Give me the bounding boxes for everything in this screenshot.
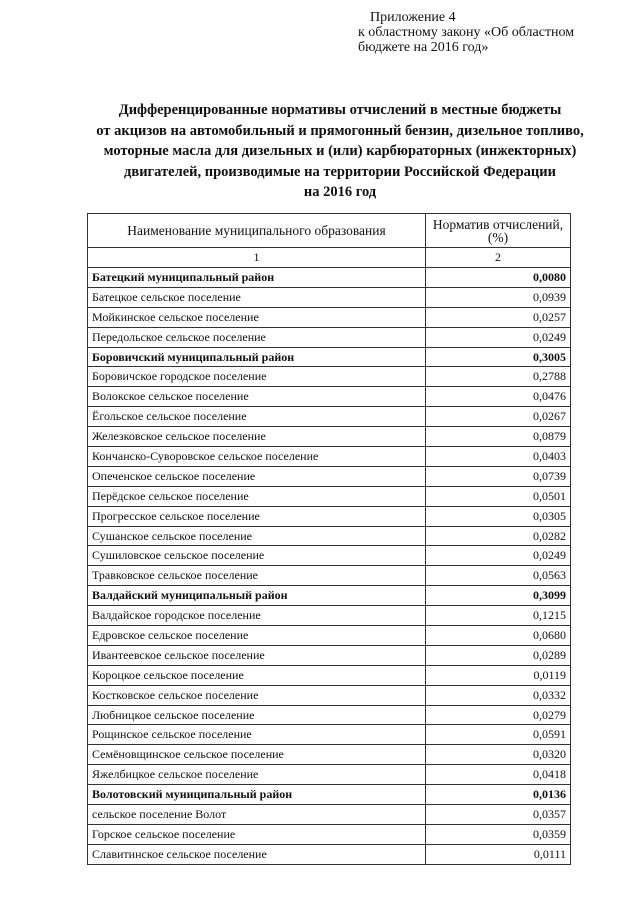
table-row: [88, 745, 571, 765]
norm-value: 0,2788: [426, 367, 571, 387]
table-row: [88, 824, 571, 844]
title-line: моторные масла для дизельных и (или) карбюраторных (инжекторных): [103, 143, 577, 159]
norm-value: 0,0332: [426, 685, 571, 705]
norm-value: 0,0111: [426, 844, 571, 864]
header-norm: Норматив отчислений, (%): [426, 214, 571, 248]
municipality-name: Мойкинское сельское поселение: [88, 307, 426, 327]
appendix-line: Приложение 4: [370, 10, 456, 25]
table-row: [88, 626, 571, 646]
table-row: [88, 546, 571, 566]
municipality-name: Рощинское сельское поселение: [88, 725, 426, 745]
norm-value: 0,0257: [426, 307, 571, 327]
norm-value: 0,0080: [426, 268, 571, 288]
table-row: [88, 805, 571, 825]
municipality-name: сельское поселение Волот: [88, 805, 426, 825]
municipality-name: Славитинское сельское поселение: [88, 844, 426, 864]
table-row: [88, 327, 571, 347]
table-row: [88, 307, 571, 327]
column-number: 2: [426, 248, 571, 268]
column-number-row: [88, 248, 571, 268]
municipality-name: Перёдское сельское поселение: [88, 486, 426, 506]
norm-value: 0,0320: [426, 745, 571, 765]
district-row: [88, 785, 571, 805]
norm-value: 0,0249: [426, 327, 571, 347]
header-name: Наименование муниципального образования: [88, 214, 426, 248]
table-row: [88, 387, 571, 407]
norm-value: 0,0739: [426, 466, 571, 486]
norm-value: 0,0501: [426, 486, 571, 506]
municipality-name: Яжелбицкое сельское поселение: [88, 765, 426, 785]
municipality-name: Волотовский муниципальный район: [88, 785, 426, 805]
municipality-name: Боровичский муниципальный район: [88, 347, 426, 367]
norm-value: 0,0563: [426, 566, 571, 586]
norm-value: 0,3099: [426, 586, 571, 606]
norm-value: 0,0282: [426, 526, 571, 546]
norm-value: 0,0939: [426, 287, 571, 307]
title-line: двигателей, производимые на территории Российской Федерации: [124, 163, 556, 180]
municipality-name: Любницкое сельское поселение: [88, 705, 426, 725]
district-row: [88, 586, 571, 606]
municipality-name: Передольское сельское поселение: [88, 327, 426, 347]
table-row: [88, 606, 571, 626]
table-header-row: [88, 214, 571, 248]
document-title: [60, 100, 620, 203]
municipality-name: Прогресское сельское поселение: [88, 506, 426, 526]
municipality-name: Сушанское сельское поселение: [88, 526, 426, 546]
district-row: [88, 347, 571, 367]
municipality-name: Кончанско-Суворовское сельское поселение: [88, 447, 426, 467]
table-row: [88, 367, 571, 387]
table-row: [88, 486, 571, 506]
table-row: [88, 705, 571, 725]
table-row: [88, 466, 571, 486]
table-row: [88, 844, 571, 864]
norm-value: 0,0879: [426, 427, 571, 447]
municipality-name: Опеченское сельское поселение: [88, 466, 426, 486]
norm-value: 0,0305: [426, 506, 571, 526]
norms-table: [87, 213, 571, 865]
table-row: [88, 447, 571, 467]
table-row: [88, 506, 571, 526]
norm-value: 0,0136: [426, 785, 571, 805]
municipality-name: Валдайский муниципальный район: [88, 586, 426, 606]
norm-value: 0,0359: [426, 824, 571, 844]
column-number: 1: [88, 248, 426, 268]
municipality-name: Батецкое сельское поселение: [88, 287, 426, 307]
municipality-name: Железковское сельское поселение: [88, 427, 426, 447]
municipality-name: Валдайское городское поселение: [88, 606, 426, 626]
norm-value: 0,0267: [426, 407, 571, 427]
table-row: [88, 665, 571, 685]
municipality-name: Ёгольское сельское поселение: [88, 407, 426, 427]
municipality-name: Волокское сельское поселение: [88, 387, 426, 407]
norm-value: 0,3005: [426, 347, 571, 367]
norm-value: 0,0476: [426, 387, 571, 407]
table-row: [88, 685, 571, 705]
municipality-name: Костковское сельское поселение: [88, 685, 426, 705]
municipality-name: Горское сельское поселение: [88, 824, 426, 844]
norm-value: 0,0357: [426, 805, 571, 825]
norm-value: 0,0680: [426, 626, 571, 646]
norm-value: 0,0119: [426, 665, 571, 685]
norm-value: 0,0279: [426, 705, 571, 725]
district-row: [88, 268, 571, 288]
table-row: [88, 566, 571, 586]
appendix-note: [358, 10, 574, 55]
municipality-name: Боровичское городское поселение: [88, 367, 426, 387]
municipality-name: Травковское сельское поселение: [88, 566, 426, 586]
table-row: [88, 526, 571, 546]
appendix-line: к областному закону «Об областном: [358, 25, 575, 40]
table-row: [88, 645, 571, 665]
municipality-name: Едровское сельское поселение: [88, 626, 426, 646]
municipality-name: Короцкое сельское поселение: [88, 665, 426, 685]
title-line: на 2016 год: [303, 184, 377, 200]
municipality-name: Батецкий муниципальный район: [88, 268, 426, 288]
norm-value: 0,0249: [426, 546, 571, 566]
norm-value: 0,0403: [426, 447, 571, 467]
table-row: [88, 427, 571, 447]
municipality-name: Сушиловское сельское поселение: [88, 546, 426, 566]
table-row: [88, 407, 571, 427]
norm-value: 0,0418: [426, 765, 571, 785]
municipality-name: Семёновщинское сельское поселение: [88, 745, 426, 765]
municipality-name: Ивантеевское сельское поселение: [88, 645, 426, 665]
title-line: Дифференцированные нормативы отчислений в местные бюджеты: [118, 102, 562, 118]
norm-value: 0,0591: [426, 725, 571, 745]
norm-value: 0,0289: [426, 645, 571, 665]
title-line: от акцизов на автомобильный и прямогонный бензин, дизельное топливо,: [96, 122, 584, 139]
appendix-line: бюджете на 2016 год»: [358, 40, 489, 55]
table-row: [88, 287, 571, 307]
table-row: [88, 725, 571, 745]
table-row: [88, 765, 571, 785]
norm-value: 0,1215: [426, 606, 571, 626]
